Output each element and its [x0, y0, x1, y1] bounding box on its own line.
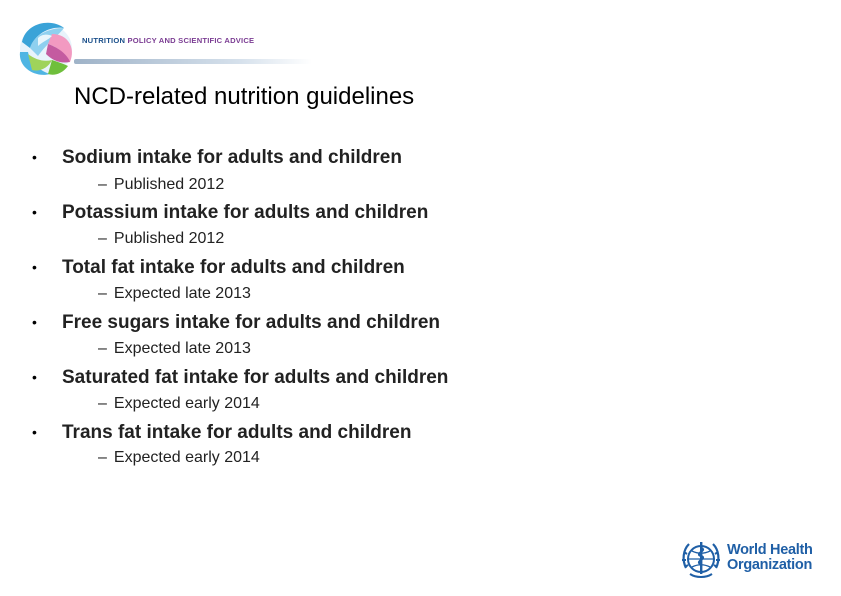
- guideline-label: Sodium intake for adults and children: [62, 147, 402, 168]
- bullet-icon: •: [32, 259, 37, 275]
- dash-icon: –: [98, 176, 107, 193]
- guideline-label: Saturated fat intake for adults and children: [62, 367, 449, 388]
- banner-word-nutrition: NUTRITION: [82, 36, 126, 45]
- status-text: Expected early 2014: [113, 395, 260, 412]
- status-text: Published 2012: [113, 176, 225, 193]
- slide-title: NCD-related nutrition guidelines: [74, 83, 415, 110]
- guideline-status: [98, 449, 260, 467]
- bullet-icon: •: [32, 204, 37, 220]
- guideline-status: [98, 176, 224, 194]
- dash-icon: –: [98, 340, 107, 357]
- header-banner: [12, 12, 312, 82]
- status-text: Expected late 2013: [113, 285, 251, 302]
- guideline-status: [98, 230, 224, 248]
- status-text: Published 2012: [113, 230, 225, 247]
- who-logo: [680, 538, 820, 580]
- bullet-icon: •: [32, 314, 37, 330]
- guideline-label: Potassium intake for adults and children: [62, 202, 429, 223]
- dash-icon: –: [98, 449, 107, 466]
- who-emblem-icon: [680, 538, 722, 580]
- who-wordmark-line2: Organization: [727, 557, 813, 573]
- guideline-label: Trans fat intake for adults and children: [62, 422, 412, 443]
- who-wordmark-line1: World Health: [727, 542, 813, 558]
- bullet-icon: •: [32, 369, 37, 385]
- dash-icon: –: [98, 285, 107, 302]
- guideline-label: Total fat intake for adults and children: [62, 257, 405, 278]
- guideline-label: Free sugars intake for adults and children: [62, 312, 440, 333]
- dash-icon: –: [98, 230, 107, 247]
- banner-word-policy: POLICY AND SCIENTIFIC ADVICE: [127, 36, 255, 45]
- bullet-icon: •: [32, 149, 37, 165]
- guideline-status: [98, 395, 260, 413]
- dash-icon: –: [98, 395, 107, 412]
- nutrition-ribbon-logo-icon: [12, 12, 84, 82]
- status-text: Expected late 2013: [113, 340, 251, 357]
- banner-underline: [74, 59, 312, 64]
- guideline-status: [98, 285, 251, 303]
- who-wordmark: [727, 543, 813, 573]
- banner-title: [82, 36, 254, 45]
- status-text: Expected early 2014: [113, 449, 260, 466]
- guideline-status: [98, 340, 251, 358]
- bullet-icon: •: [32, 424, 37, 440]
